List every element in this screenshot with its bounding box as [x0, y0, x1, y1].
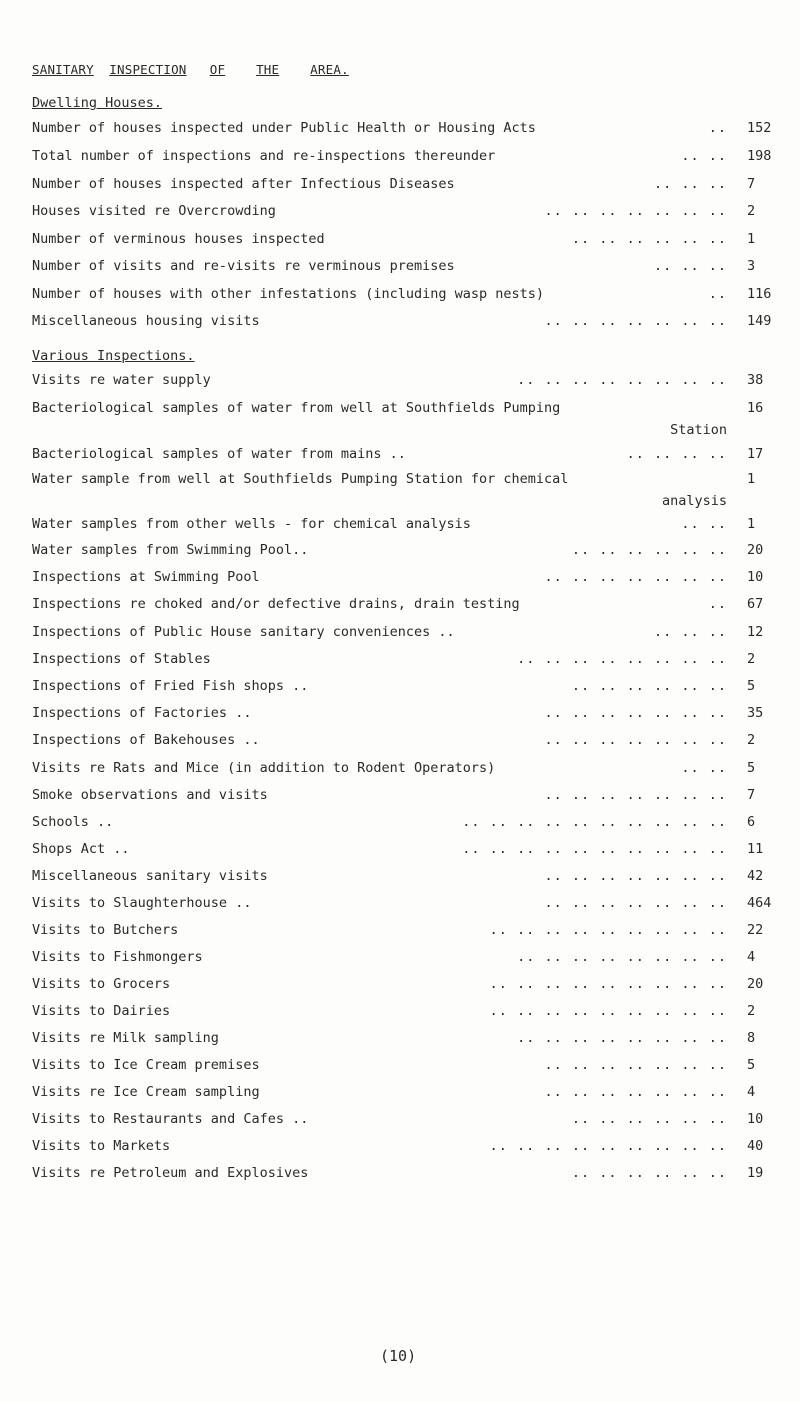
row-value: 198 [747, 148, 772, 164]
row-label: Bacteriological samples of water from mains .. [32, 446, 406, 462]
row-value: 149 [747, 313, 772, 329]
leader-dots: .. .. .. .. .. .. .. .. [517, 1030, 727, 1046]
row-value: 4 [747, 949, 756, 965]
leader-dots: .. [708, 596, 727, 612]
leader-dots: .. .. .. .. .. .. .. .. .. [489, 976, 727, 992]
row-label: Visits re water supply [32, 372, 211, 388]
row-label: Water sample from well at Southfields Pumping Station for chemical [32, 471, 569, 487]
row-label: Visits to Fishmongers [32, 949, 203, 965]
table-row [32, 678, 787, 698]
leader-dots: .. .. [681, 148, 727, 164]
table-row [32, 1111, 787, 1131]
row-value: 116 [747, 286, 772, 302]
row-label: Visits re Ice Cream sampling [32, 1084, 260, 1100]
row-label-continuation: analysis [661, 493, 727, 509]
row-value: 5 [747, 1057, 756, 1073]
row-value: 5 [747, 760, 756, 776]
row-label: Shops Act .. [32, 841, 130, 857]
row-value: 152 [747, 120, 772, 136]
row-value: 2 [747, 651, 756, 667]
table-row [32, 976, 787, 996]
row-value: 2 [747, 1003, 756, 1019]
leader-dots: .. .. .. .. .. .. .. [544, 1057, 727, 1073]
row-value: 11 [747, 841, 764, 857]
leader-dots: .. .. .. .. .. .. .. [544, 203, 727, 219]
row-label: Schools .. [32, 814, 114, 830]
table-row [32, 400, 787, 438]
row-label: Total number of inspections and re-inspections thereunder [32, 148, 496, 164]
row-label: Miscellaneous sanitary visits [32, 868, 268, 884]
leader-dots: .. .. .. [653, 258, 727, 274]
table-row [32, 841, 787, 861]
table-row [32, 624, 787, 644]
table-row [32, 120, 787, 140]
row-value: 10 [747, 569, 764, 585]
table-row [32, 760, 787, 780]
row-value: 3 [747, 258, 756, 274]
table-row [32, 372, 787, 392]
leader-dots: .. .. .. .. .. .. .. [544, 1084, 727, 1100]
table-row [32, 1165, 787, 1185]
table-row [32, 705, 787, 725]
row-label-continuation: Station [670, 422, 727, 438]
title-word: INSPECTION [109, 62, 187, 77]
row-label: Bacteriological samples of water from well at Southfields Pumping [32, 400, 561, 416]
leader-dots: .. .. .. .. .. .. [571, 678, 727, 694]
table-row [32, 787, 787, 807]
leader-dots: .. .. .. .. .. .. .. [544, 732, 727, 748]
table-row [32, 471, 787, 509]
page-title [32, 62, 349, 77]
leader-dots: .. .. .. .. .. .. .. .. .. [489, 1138, 727, 1154]
table-row [32, 258, 787, 278]
row-value: 7 [747, 176, 756, 192]
row-value: 40 [747, 1138, 764, 1154]
leader-dots: .. .. [681, 760, 727, 776]
leader-dots: .. .. .. .. [626, 446, 727, 462]
leader-dots: .. .. .. .. .. .. .. .. .. .. [462, 814, 727, 830]
row-label: Visits to Ice Cream premises [32, 1057, 260, 1073]
section-heading-dwelling: Dwelling Houses. [32, 95, 163, 111]
row-label: Inspections of Fried Fish shops .. [32, 678, 309, 694]
table-row [32, 286, 787, 306]
table-row [32, 516, 787, 536]
row-label: Inspections of Stables [32, 651, 211, 667]
row-value: 4 [747, 1084, 756, 1100]
row-value: 8 [747, 1030, 756, 1046]
row-value: 67 [747, 596, 764, 612]
row-value: 464 [747, 895, 772, 911]
row-value: 35 [747, 705, 764, 721]
row-value: 12 [747, 624, 764, 640]
table-row [32, 895, 787, 915]
leader-dots: .. .. .. .. .. .. .. [544, 787, 727, 803]
row-value: 7 [747, 787, 756, 803]
row-label: Inspections of Bakehouses .. [32, 732, 260, 748]
table-row [32, 1084, 787, 1104]
row-label: Number of houses inspected after Infectious Diseases [32, 176, 455, 192]
leader-dots: .. .. .. .. .. .. .. .. [517, 651, 727, 667]
leader-dots: .. .. .. [653, 176, 727, 192]
row-label: Number of houses with other infestations (including wasp nests) [32, 286, 545, 302]
table-row [32, 542, 787, 562]
row-value: 1 [747, 471, 756, 487]
title-word: THE [256, 62, 280, 77]
row-label: Visits to Grocers [32, 976, 171, 992]
leader-dots: .. .. .. .. .. .. .. .. [517, 949, 727, 965]
title-word: OF [209, 62, 226, 77]
table-row [32, 1057, 787, 1077]
row-value: 38 [747, 372, 764, 388]
leader-dots: .. .. .. .. .. .. .. [544, 868, 727, 884]
table-row [32, 1030, 787, 1050]
row-value: 1 [747, 516, 756, 532]
leader-dots: .. .. .. .. .. .. [571, 1111, 727, 1127]
row-value: 2 [747, 732, 756, 748]
table-row [32, 868, 787, 888]
row-value: 6 [747, 814, 756, 830]
row-label: Visits to Restaurants and Cafes .. [32, 1111, 309, 1127]
table-row [32, 651, 787, 671]
row-label: Smoke observations and visits [32, 787, 268, 803]
row-value: 20 [747, 542, 764, 558]
row-label: Inspections re choked and/or defective drains, drain testing [32, 596, 520, 612]
row-label: Water samples from Swimming Pool.. [32, 542, 309, 558]
leader-dots: .. .. .. .. .. .. [571, 231, 727, 247]
row-label: Inspections of Public House sanitary conveniences .. [32, 624, 455, 640]
table-row [32, 814, 787, 834]
row-label: Water samples from other wells - for chemical analysis [32, 516, 471, 532]
row-value: 5 [747, 678, 756, 694]
leader-dots: .. .. .. .. .. .. [571, 542, 727, 558]
row-label: Number of visits and re-visits re verminous premises [32, 258, 455, 274]
leader-dots: .. .. .. .. .. .. [571, 1165, 727, 1181]
leader-dots: .. .. [681, 516, 727, 532]
row-value: 2 [747, 203, 756, 219]
table-row [32, 596, 787, 616]
section-heading-various: Various Inspections. [32, 348, 195, 364]
leader-dots: .. .. .. .. .. .. .. .. [517, 372, 727, 388]
table-row [32, 176, 787, 196]
table-row [32, 446, 787, 466]
row-label: Visits to Dairies [32, 1003, 171, 1019]
row-value: 1 [747, 231, 756, 247]
row-value: 22 [747, 922, 764, 938]
table-row [32, 1003, 787, 1023]
table-row [32, 949, 787, 969]
leader-dots: .. [708, 120, 727, 136]
row-label: Visits re Milk sampling [32, 1030, 219, 1046]
row-label: Inspections of Factories .. [32, 705, 252, 721]
table-row [32, 1138, 787, 1158]
leader-dots: .. .. .. [653, 624, 727, 640]
table-row [32, 732, 787, 752]
row-label: Visits to Slaughterhouse .. [32, 895, 252, 911]
row-label: Visits to Butchers [32, 922, 179, 938]
row-label: Miscellaneous housing visits [32, 313, 260, 329]
row-value: 17 [747, 446, 764, 462]
row-label: Houses visited re Overcrowding [32, 203, 276, 219]
row-value: 19 [747, 1165, 764, 1181]
leader-dots: .. .. .. .. .. .. .. .. .. .. [462, 841, 727, 857]
row-label: Number of verminous houses inspected [32, 231, 325, 247]
table-row [32, 203, 787, 223]
row-value: 42 [747, 868, 764, 884]
row-label: Visits to Markets [32, 1138, 171, 1154]
leader-dots: .. .. .. .. .. .. .. [544, 569, 727, 585]
leader-dots: .. .. .. .. .. .. .. .. .. [489, 1003, 727, 1019]
row-label: Visits re Rats and Mice (in addition to Rodent Operators) [32, 760, 496, 776]
table-row [32, 569, 787, 589]
title-word: AREA. [310, 62, 349, 77]
leader-dots: .. .. .. .. .. .. .. [544, 313, 727, 329]
table-row [32, 922, 787, 942]
row-label: Number of houses inspected under Public Health or Housing Acts [32, 120, 536, 136]
leader-dots: .. .. .. .. .. .. .. .. .. [489, 922, 727, 938]
table-row [32, 231, 787, 251]
leader-dots: .. [708, 286, 727, 302]
row-value: 16 [747, 400, 764, 416]
table-row [32, 148, 787, 168]
row-label: Inspections at Swimming Pool [32, 569, 260, 585]
page-number: (10) [380, 1347, 417, 1365]
leader-dots: .. .. .. .. .. .. .. [544, 895, 727, 911]
row-label: Visits re Petroleum and Explosives [32, 1165, 309, 1181]
table-row [32, 313, 787, 333]
row-value: 10 [747, 1111, 764, 1127]
row-value: 20 [747, 976, 764, 992]
leader-dots: .. .. .. .. .. .. .. [544, 705, 727, 721]
title-word: SANITARY [32, 62, 94, 77]
